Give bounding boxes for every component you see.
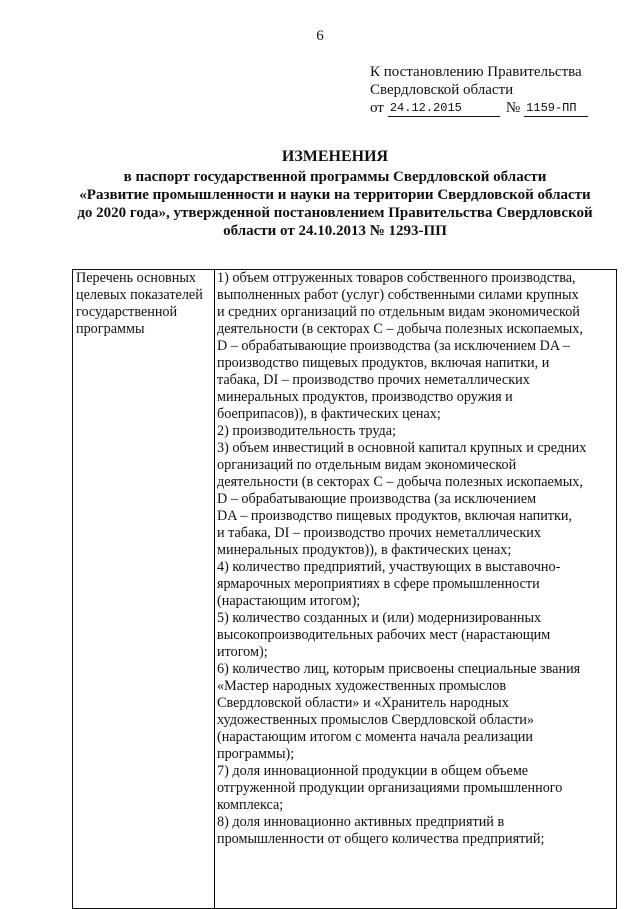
indicator-line: программы); — [217, 746, 295, 762]
indicator-line: минеральных продуктов, производство оружия и — [217, 389, 513, 405]
from-label: от — [370, 100, 384, 116]
indicator-line: 4) количество предприятий, участвующих в выставочно- — [217, 559, 561, 575]
indicator-line: минеральных продуктов)), в фактических ценах; — [217, 542, 512, 558]
indicator-line: итогом); — [217, 644, 268, 660]
indicator-line: комплекса; — [217, 797, 284, 813]
indicator-line: 6) количество лиц, которым присвоены специальные звания — [217, 661, 581, 677]
label-line: целевых показателей — [76, 287, 203, 303]
page-number: 6 — [316, 28, 324, 44]
title-heading: ИЗМЕНЕНИЯ — [281, 148, 389, 165]
indicator-line: (нарастающим итогом); — [217, 593, 361, 609]
indicator-line: 7) доля инновационной продукции в общем объеме — [217, 763, 529, 779]
title-line: «Развитие промышленности и науки на территории Свердловской области — [79, 187, 591, 203]
indicator-line: 2) производительность труда; — [217, 423, 396, 439]
indicator-line: промышленности от общего количества предприятий; — [217, 831, 545, 847]
indicator-line: Свердловской области» и «Хранитель народных — [217, 695, 509, 711]
decree-date: 24.12.2015 — [388, 101, 500, 117]
indicator-line: 8) доля инновационно активных предприятий в — [217, 814, 505, 830]
decree-reference-line: К постановлению Правительства — [370, 64, 582, 80]
decree-number: 1159-ПП — [524, 101, 588, 117]
indicator-line: деятельности (в секторах С – добыча полезных ископаемых, — [217, 321, 583, 337]
indicator-line: D – обрабатывающие производства (за исключением DA – — [217, 338, 571, 354]
decree-reference — [370, 63, 588, 117]
label-line: государственной — [76, 304, 178, 320]
indicator-line: деятельности (в секторах С – добыча полезных ископаемых, — [217, 474, 583, 490]
document-title — [60, 148, 610, 240]
number-sign: № — [505, 100, 521, 116]
table-row — [73, 270, 617, 909]
title-lines — [60, 168, 610, 240]
indicator-line: «Мастер народных художественных промыслов — [217, 678, 507, 694]
indicator-line: ярмарочных мероприятиях в сфере промышленности — [217, 576, 540, 592]
label-line: программы — [76, 321, 145, 337]
indicator-line: табака, DI – производство прочих неметаллических — [217, 372, 530, 388]
indicator-line: и табака, DI – производство прочих неметаллических — [217, 525, 541, 541]
label-line: Перечень основных — [76, 270, 196, 286]
indicator-line: боеприпасов)), в фактических ценах; — [217, 406, 441, 422]
indicator-line: 3) объем инвестиций в основной капитал крупных и средних — [217, 440, 587, 456]
label-cell — [73, 270, 215, 909]
title-line: в паспорт государственной программы Свердловской области — [123, 169, 547, 185]
title-line: области от 24.10.2013 № 1293-ПП — [223, 223, 447, 239]
indicator-line: отгруженной продукции организациями промышленного — [217, 780, 563, 796]
title-line: до 2020 года», утвержденной постановлением Правительства Свердловской — [77, 205, 593, 221]
indicator-line: и средних организаций по отдельным видам экономической — [217, 304, 580, 320]
indicator-line: высокопроизводительных рабочих мест (нарастающим — [217, 627, 551, 643]
decree-reference-region: Свердловской области — [370, 82, 514, 98]
indicator-line: (нарастающим итогом с момента начала реализации — [217, 729, 533, 745]
indicators-cell — [215, 270, 617, 909]
indicator-line: 5) количество созданных и (или) модернизированных — [217, 610, 542, 626]
indicator-line: выполненных работ (услуг) собственными силами крупных — [217, 287, 579, 303]
indicator-line: организаций по отдельным видам экономической — [217, 457, 517, 473]
program-passport-table — [72, 269, 617, 909]
decree-date-number-row — [370, 99, 588, 117]
indicator-line: производство пищевых продуктов, включая напитки, и — [217, 355, 550, 371]
indicator-line: художественных промыслов Свердловской области» — [217, 712, 534, 728]
indicator-line: DA – производство пищевых продуктов, включая напитки, — [217, 508, 573, 524]
indicator-line: 1) объем отгруженных товаров собственного производства, — [217, 270, 576, 286]
indicator-line: D – обрабатывающие производства (за исключением — [217, 491, 537, 507]
